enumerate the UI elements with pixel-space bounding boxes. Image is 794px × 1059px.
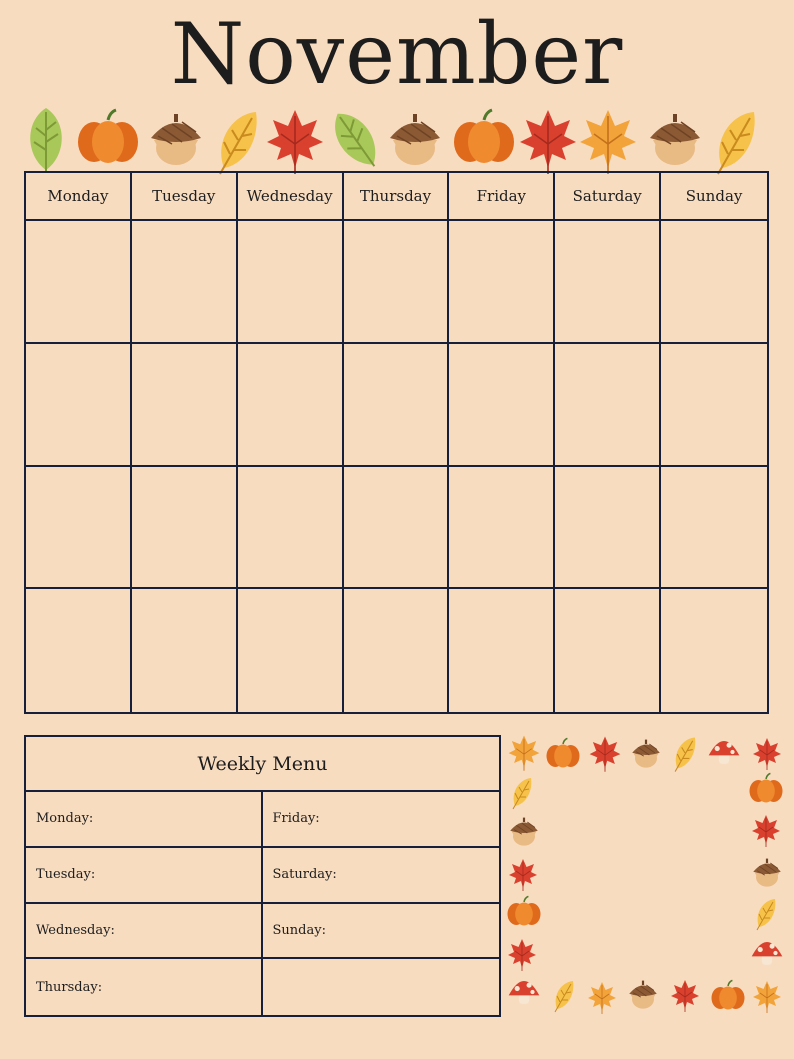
mushroom-icon <box>709 741 740 764</box>
pumpkin-icon <box>750 773 783 802</box>
orange-maple-leaf-icon <box>588 982 616 1014</box>
acorn-icon <box>390 114 440 165</box>
maple-leaf-icon <box>267 110 323 174</box>
pumpkin-icon <box>547 738 580 767</box>
menu-cell-saturday[interactable]: Saturday: <box>263 848 500 904</box>
frame-left-column <box>508 778 541 1004</box>
yellow-leaf-icon <box>757 899 775 930</box>
day-cell[interactable] <box>132 589 238 712</box>
menu-cell-thursday[interactable]: Thursday: <box>26 959 263 1015</box>
acorn-icon <box>650 114 700 165</box>
day-cell[interactable] <box>555 589 661 712</box>
day-cell[interactable] <box>132 344 238 467</box>
day-cell[interactable] <box>26 344 132 467</box>
day-cell[interactable] <box>26 221 132 344</box>
top-decoration-row <box>30 105 754 176</box>
maple-leaf-icon <box>590 737 621 772</box>
yellow-leaf-icon <box>675 738 695 772</box>
day-cell[interactable] <box>449 344 555 467</box>
yellow-leaf-icon <box>220 112 257 174</box>
yellow-leaf-icon <box>555 981 573 1012</box>
maple-leaf-icon <box>753 738 781 770</box>
day-cell[interactable] <box>449 589 555 712</box>
pumpkin-icon <box>454 110 514 163</box>
menu-cell-empty[interactable] <box>263 959 500 1015</box>
yellow-leaf-icon <box>513 778 531 809</box>
day-cell[interactable] <box>555 344 661 467</box>
day-header-friday: Friday <box>449 173 555 221</box>
weekly-menu-grid <box>26 792 499 1015</box>
orange-maple-leaf-icon <box>509 736 540 771</box>
menu-cell-sunday[interactable]: Sunday: <box>263 904 500 960</box>
day-cell[interactable] <box>661 221 767 344</box>
mushroom-icon <box>752 942 783 965</box>
mushroom-icon <box>509 981 540 1004</box>
monthly-calendar-grid <box>24 171 769 714</box>
acorn-icon <box>753 859 781 887</box>
yellow-leaf-icon <box>718 112 755 174</box>
day-cell[interactable] <box>449 467 555 590</box>
maple-leaf-icon <box>671 980 699 1012</box>
frame-right-column <box>750 773 783 1013</box>
day-cell[interactable] <box>26 467 132 590</box>
day-cell[interactable] <box>555 221 661 344</box>
day-cell[interactable] <box>449 221 555 344</box>
day-header-sunday: Sunday <box>661 173 767 221</box>
orange-maple-leaf-icon <box>580 110 636 174</box>
frame-bottom-row <box>555 980 745 1014</box>
day-cell[interactable] <box>132 467 238 590</box>
weekly-menu <box>24 735 501 1017</box>
day-cell[interactable] <box>238 344 344 467</box>
day-header-saturday: Saturday <box>555 173 661 221</box>
acorn-icon <box>629 981 657 1009</box>
menu-cell-wednesday[interactable]: Wednesday: <box>26 904 263 960</box>
maple-leaf-icon <box>509 859 537 891</box>
day-cell[interactable] <box>344 589 450 712</box>
green-leaf-icon <box>30 108 62 172</box>
day-cell[interactable] <box>661 589 767 712</box>
pumpkin-icon <box>508 896 541 925</box>
weekly-menu-title: Weekly Menu <box>26 737 499 792</box>
maple-leaf-icon <box>520 110 576 174</box>
day-cell[interactable] <box>132 221 238 344</box>
menu-cell-tuesday[interactable]: Tuesday: <box>26 848 263 904</box>
day-cell[interactable] <box>661 467 767 590</box>
day-cell[interactable] <box>238 467 344 590</box>
menu-cell-monday[interactable]: Monday: <box>26 792 263 848</box>
day-header-tuesday: Tuesday <box>132 173 238 221</box>
day-header-wednesday: Wednesday <box>238 173 344 221</box>
day-cell[interactable] <box>26 589 132 712</box>
acorn-icon <box>510 818 538 846</box>
day-cell[interactable] <box>238 221 344 344</box>
orange-maple-leaf-icon <box>753 981 781 1013</box>
day-cell[interactable] <box>555 467 661 590</box>
page-title: November <box>170 5 624 103</box>
day-cell[interactable] <box>344 467 450 590</box>
day-header-thursday: Thursday <box>344 173 450 221</box>
day-cell[interactable] <box>344 344 450 467</box>
day-cell[interactable] <box>661 344 767 467</box>
day-cell[interactable] <box>344 221 450 344</box>
green-leaf-icon <box>325 105 388 176</box>
pumpkin-icon <box>78 110 138 163</box>
maple-leaf-icon <box>508 939 536 971</box>
menu-cell-friday[interactable]: Friday: <box>263 792 500 848</box>
pumpkin-icon <box>712 980 745 1009</box>
acorn-icon <box>632 740 660 768</box>
frame-top-row <box>509 736 781 772</box>
acorn-icon <box>151 114 201 165</box>
maple-leaf-icon <box>752 815 780 847</box>
day-header-monday: Monday <box>26 173 132 221</box>
day-cell[interactable] <box>238 589 344 712</box>
